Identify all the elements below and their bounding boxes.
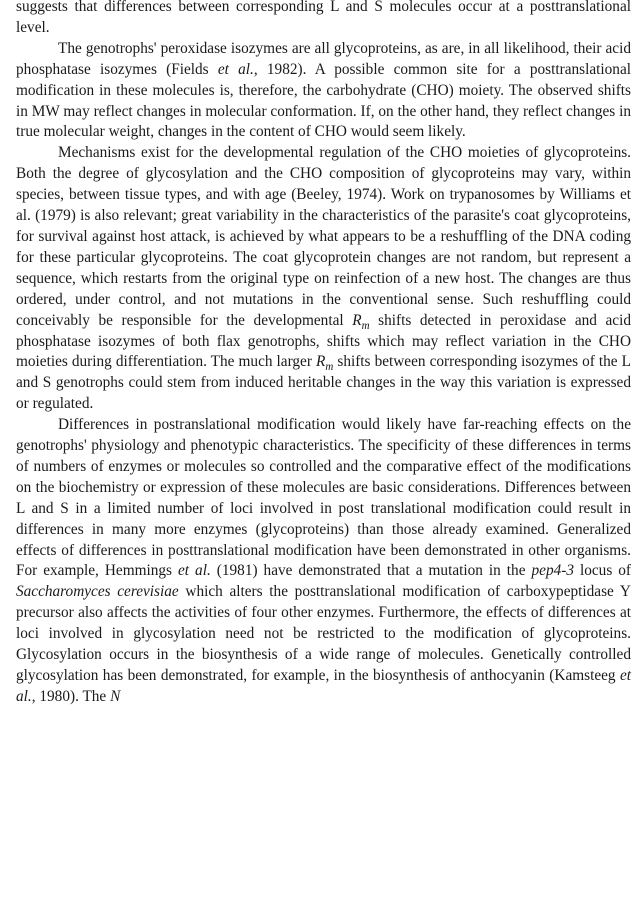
- italic-text: et al.: [16, 667, 631, 705]
- text-run: The genotrophs' peroxidase isozymes are all glycoproteins, as are, in all likelihood, their acid phosphatase isozymes (Fields: [16, 39, 631, 78]
- subscript-text: m: [361, 319, 370, 332]
- italic-text: et al.: [178, 562, 211, 580]
- italic-text: R: [352, 311, 362, 329]
- text-run: which alters the posttranslational modification of carboxypeptidase Y precursor also affects the activities of four other enzymes. Furthermore, the effects of differences at loci involved in glycosylation need not be restricted to the modification of glycoproteins. Glycosylation occurs in the biosynthesis of a wide range of molecules. Genetically controlled glycosylation has been demonstrated, for example, in the biosynthesis of anthocyanin (Kamsteeg: [16, 583, 631, 684]
- paragraph-4: [16, 415, 631, 708]
- italic-text: N: [110, 687, 121, 705]
- text-run: Mechanisms exist for the developmental regulation of the CHO moieties of glycoproteins. Both the degree of glycosylation and the CHO composition of glycoproteins may vary, within species, between tissue types, and with age (Beeley, 1974). Work on trypanosomes by Williams et al. (1979) is also relevant; great variability in the characteristics of the parasite's coat glycoproteins, for survival against host attack, is achieved by what appears to be a reshuffling of the DNA coding for these particular glycoproteins. The coat glycoprotein changes are not random, but represent a sequence, which restarts from the original type on reinfection of a new host. The changes are thus ordered, under control, and not mutations in the conventional sense. Such reshuffling could conceivably be responsible for the developmental: [16, 144, 631, 329]
- italic-text: pep4-3: [531, 562, 574, 580]
- paragraph-3: [16, 143, 631, 415]
- text-run: Differences in postranslational modification would likely have far-reaching effects on the genotrophs' physiology and phenotypic characteristics. The specificity of these differences in terms of numbers of enzymes or molecules so controlled and the comparative effect of the modifications on the biochemistry or expression of these molecules are basic considerations. Differences between L and S in a limited number of loci involved in post translational modification could result in differences in many more enzymes (glycoproteins) than those already examined. Generalized effects of differences in posttranslational modification have been demonstrated in other organisms. For example, Hemmings: [16, 416, 631, 580]
- italic-text: R: [316, 353, 326, 371]
- text-run: , 1982). A possible common site for a posttranslational modification in these molecules is, therefore, the carbohydrate (CHO) moiety. The observed shifts in MW may reflect changes in molecular conformation. If, on the other hand, they reflect changes in true molecular weight, changes in the content of CHO would seem likely.: [16, 60, 631, 141]
- subscript-text: m: [325, 361, 334, 374]
- text-run: (1981) have demonstrated that a mutation in the: [210, 562, 532, 580]
- italic-text: et al.: [217, 60, 254, 78]
- text-run: shifts between corresponding isozymes of the L and S genotrophs could stem from induced heritable changes in the way this variation is expressed or regulated.: [16, 353, 631, 413]
- text-run: , 1980). The: [31, 687, 111, 705]
- text-run: shifts detected in peroxidase and acid phosphatase isozymes of both flax genotrophs, shifts which may reflect variation in the CHO moieties during differentiation. The much larger: [16, 311, 631, 371]
- text-run: suggests that differences between corresponding L and S molecules occur at a posttranslational level.: [16, 0, 631, 36]
- text-run: locus of: [573, 562, 632, 580]
- paragraph-2: [16, 39, 631, 144]
- paragraph-1: [16, 0, 631, 39]
- italic-text: Saccharomyces cerevisiae: [16, 583, 179, 601]
